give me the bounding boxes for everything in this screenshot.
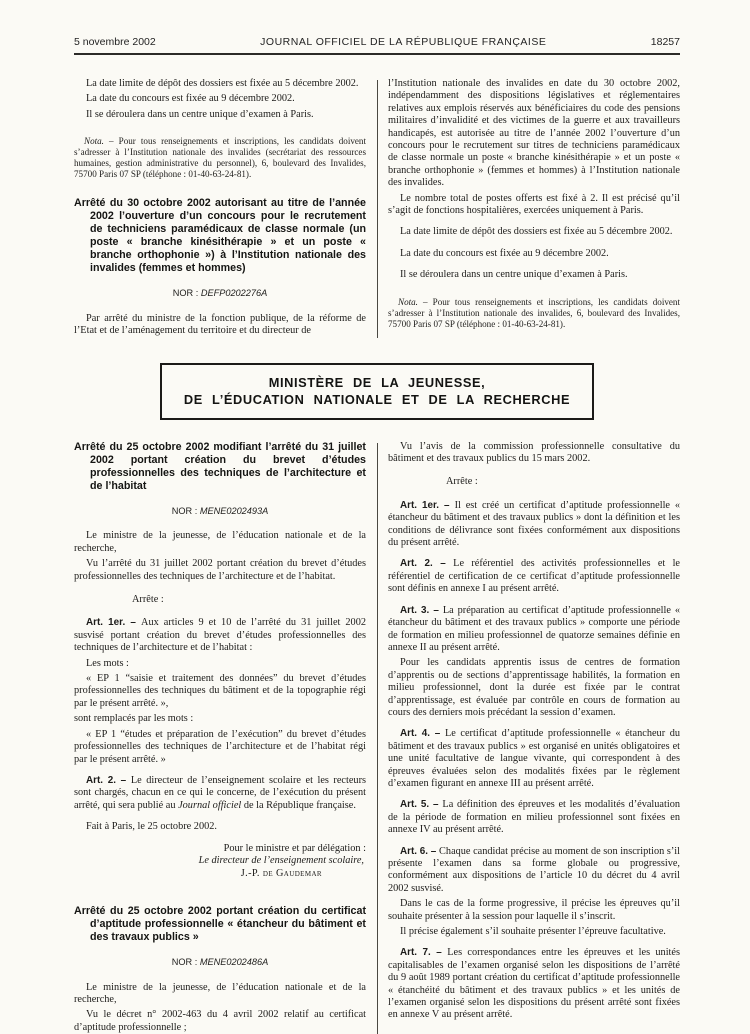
nor-code: MENE0202486A [199,957,269,968]
journal-title: JOURNAL OFFICIEL DE LA RÉPUBLIQUE FRANÇAISE [260,36,547,48]
paragraph: l’Institution nationale des invalides en date du 30 octobre 2002, indépendamment des dispositions législatives et réglementaires relatives aux emplois réservés aux bénéficiaires du code des pensions militaires d’invalidité et des victimes de la guerre et aux travailleurs handicapés, est autorisée au titre de l’année 2002 l’ouverture d’un concours pour le recrutement sur titres de techniciens paramédicaux de classe normale un poste « branche kinésithérapie » et un poste « branche orthophonie » (femmes et hommes) à l’Institution nationale des invalides. [388,78,680,189]
top-right-column [388,78,680,338]
paragraph: Vu l’arrêté du 31 juillet 2002 portant création du brevet d’études professionnelles des techniques de l’architecture et de l’habitat. [74,558,366,582]
decree-heading: Arrêté du 30 octobre 2002 autorisant au titre de l’année 2002 l’ouverture d’un concours pour le recrutement de techniciens paramédicaux de classe normale (un poste « branche kinésithérapie » et un poste « branche orthophonie ») à l’Institution nationale des invalides (femmes et hommes) [74,196,366,275]
paragraph: Le ministre de la jeunesse, de l’éducation nationale et de la recherche, [74,981,366,1006]
paragraph: La date du concours est fixée au 9 décembre 2002. [400,247,609,259]
article-label: Art. 7. – [400,947,448,959]
paragraph: Les mots : [86,657,129,669]
nota-label: Nota. [398,296,418,307]
paragraph: sont remplacés par les mots : [74,713,194,725]
column-divider [377,443,378,1034]
top-left-column [74,78,366,338]
nor-label: NOR : [171,506,200,516]
nor-line [74,956,366,968]
bottom-left-column [74,441,366,1034]
nor-line [74,505,366,517]
ministry-banner [160,363,594,420]
nor-line [74,287,366,299]
article-text: La définition des épreuves et les modalités d’évaluation de la période de formation en milieu professionnel sont fixées en annexe IV au présent arrêté. [388,799,681,836]
article-text: Chaque candidat précise au moment de son inscription s’il présente l’examen dans sa forme globale ou progressive, conformément aux dispositions de l’article 10 du décret du 4 avril 2002 susvisé. [388,845,680,894]
arrete-line: Arrête : [132,594,164,606]
paragraph: La date limite de dépôt des dossiers est fixée au 5 décembre 2002. [400,226,673,238]
paragraph: Le ministre de la jeunesse, de l’éducation nationale et de la recherche, [74,530,366,554]
journal-officiel-italic: Journal officiel [178,799,242,811]
article-label: Art. 1er. – [86,617,142,629]
decree-heading: Arrêté du 25 octobre 2002 portant création du certificat d’aptitude professionnelle « étancheur du bâtiment et des travaux publics » [74,904,366,944]
paragraph: La date limite de dépôt des dossiers est fixée au 5 décembre 2002. [86,78,359,89]
page-header [74,36,680,48]
nor-code: DEFP0202276A [200,288,268,299]
decree-heading: Arrêté du 25 octobre 2002 modifiant l’arrêté du 31 juillet 2002 portant création du brevet d’études professionnelles des techniques de l’architecture et de l’habitat [74,440,366,492]
article-text: Le certificat d’aptitude professionnelle « étancheur du bâtiment et des travaux publics » est organisé en unités obligatoires et une unité facultative de langue vivante, qui correspondent à des épreuves évaluées selon des modalités fixées par le règlement d’examen figurant en annexe III au présent arrêté. [388,728,680,789]
paragraph: Par arrêté du ministre de la fonction publique, de la réforme de l’Etat et de l’aménagement du territoire et du directeur de [74,312,366,337]
paragraph: Dans le cas de la forme progressive, il précise les épreuves qu’il souhaite présenter à la session pour laquelle il s’inscrit. [388,898,680,922]
column-divider [377,80,378,338]
paragraph: Il se déroulera dans un centre unique d’examen à Paris. [86,108,314,120]
paragraph: Le nombre total de postes offerts est fixé à 2. Il est précisé qu’il s’agit de fonctions hospitalières, exercées uniquement à Paris. [388,192,680,217]
header-rule [74,53,680,55]
nota-label: Nota. [84,136,104,147]
nota [388,297,680,330]
nor-label: NOR : [172,288,201,299]
paragraph: Fait à Paris, le 25 octobre 2002. [86,821,217,833]
article-paragraph [388,500,680,550]
article-text: Les correspondances entre les épreuves et les unités capitalisables de l’examen organisé selon les dispositions de l’arrêté du 9 août 1989 portant création du certificat d’aptitude professionnelle « étanchéité du bâtiment et des travaux publics » et les unités de l’examen organisé selon les dispositions du présent arrêté sont fixées en annexe V au présent arrêté. [388,947,680,1021]
article-label: Art. 4. – [400,728,445,740]
nor-label: NOR : [171,957,200,968]
bottom-right-column [388,441,680,1034]
paragraph: La date du concours est fixée au 9 décembre 2002. [86,93,295,105]
signature-title: Le directeur de l’enseignement scolaire, [198,855,364,867]
paragraph: Il précise également s’il souhaite présenter l’épreuve facultative. [400,926,666,938]
article-paragraph [388,947,680,1021]
nota-text: – Pour tous renseignements et inscriptions, les candidats doivent s’adresser à l’Institution nationale des invalides (secrétariat des ressources humaines, gestion administrative du personnel), 6, boulevard des Invalides, 75700 Paris 07 SP (téléphone : 01-40-63-24-81). [74,136,366,179]
article-paragraph [74,775,366,812]
article-paragraph [388,558,680,595]
article-label: Art. 1er. – [400,499,455,511]
article-text: Il est créé un certificat d’aptitude professionnelle « étancheur du bâtiment et des travaux publics » dont la définition et les conditions de délivrance sont fixées conformément aux dispositions du présent arrêté. [388,499,680,549]
paragraph: « EP 1 “saisie et traitement des données” du brevet d’études professionnelles des techniques du bâtiment et de la topographie régi par le présent arrêté. », [74,673,366,709]
ministry-banner-wrap [74,363,680,420]
article-label: Art. 3. – [400,604,443,616]
ministry-banner-line1: MINISTÈRE DE LA JEUNESSE, [268,374,486,390]
page-number: 18257 [650,36,680,48]
article-label: Art. 2. – [86,774,131,786]
article-text: de la République française. [241,799,356,811]
header-date: 5 novembre 2002 [74,36,156,48]
article-text: Aux articles 9 et 10 de l’arrêté du 31 juillet 2002 susvisé portant création du brevet d’études professionnelles des techniques de l’architecture et de l’habitat : [74,617,366,654]
nota-text: – Pour tous renseignements et inscriptions, les candidats doivent s’adresser à l’Institution nationale des invalides, 6, boulevard des Invalides, 75700 Paris 07 SP (téléphone : 01-40-63-24-81). [388,296,680,329]
paragraph: « EP 1 “études et préparation de l’exécution” du brevet d’études professionnelles des techniques de l’architecture et de l’habitat régi par le présent arrêté. » [74,728,366,765]
article-paragraph [388,605,680,655]
article-paragraph [388,846,680,896]
nor-code: MENE0202493A [199,506,269,516]
top-section [74,78,680,338]
article-label: Art. 2. – [400,558,454,570]
bottom-section [74,441,680,1034]
paragraph: Vu l’avis de la commission professionnelle consultative du bâtiment et des travaux publics du 15 mars 2002. [388,440,680,465]
paragraph: Vu le décret n° 2002-463 du 4 avril 2002 relatif au certificat d’aptitude professionnelle ; [74,1009,366,1033]
article-text: Le directeur de l’enseignement scolaire et les recteurs sont chargés, chacun en ce qui le concerne, de l’exécution du présent arrêté, qui sera publié au [74,774,366,811]
arrete-line: Arrête : [446,476,478,488]
paragraph: Il se déroulera dans un centre unique d’examen à Paris. [400,269,628,281]
signature-block [74,843,366,881]
article-text: Le référentiel des activités professionnelles et le référentiel de certification de ce certificat d’aptitude professionnelle sont définis en annexe I au présent arrêté. [388,558,680,595]
article-paragraph [74,617,366,654]
signature-name: J.-P. de Gaudemar [240,868,322,880]
article-label: Art. 6. – [400,845,440,857]
article-paragraph [388,799,680,836]
article-text: La préparation au certificat d’aptitude professionnelle « étancheur du bâtiment et des travaux publics » comporte une période de formation en milieu professionnel de quatorze semaines définie en annexe II au présent arrêté. [388,604,681,653]
signature-line: Pour le ministre et par délégation : [223,842,366,854]
paragraph: Pour les candidats apprentis issus de centres de formation d’apprentis ou de sections d’apprentissage habilités, la formation en milieu professionnel, dont la durée est fixée par le contrat d’apprentissage, est évaluée par contrôle en cours de formation au cours des derniers mois précédant la session d’examen. [388,657,680,718]
article-paragraph [388,728,680,790]
article-label: Art. 5. – [400,799,443,811]
ministry-banner-line2: DE L’ÉDUCATION NATIONALE ET DE LA RECHERCHE [183,391,571,407]
nota [74,136,366,180]
